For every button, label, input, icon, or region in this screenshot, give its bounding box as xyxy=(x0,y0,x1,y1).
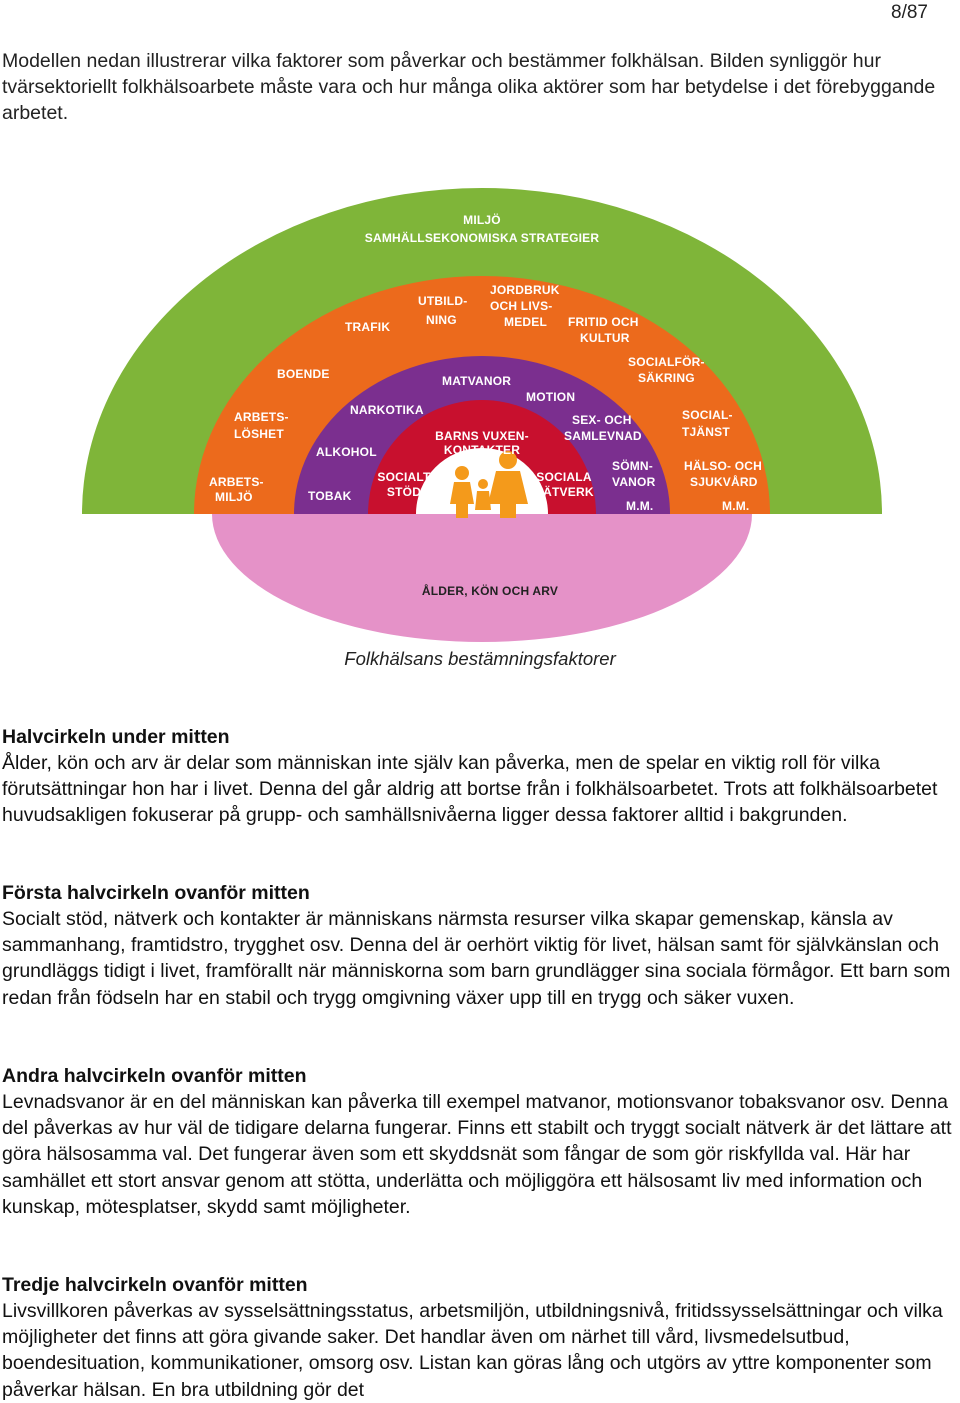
label-barns-kontakter-2: KONTAKTER xyxy=(443,443,521,457)
section-body: Socialt stöd, nätverk och kontakter är människans närmsta resurser vilka skapar gemenskap, känsla av sammanhang, framtidstro, trygghet osv. Denna del är oerhört viktig för livet, hälsan samt för självkänslan och grundläggs tidigt i livet, framförallt när människorna som barn grundlägger sina sociala förmågor. Ett barn som redan från födseln har en stabil och trygg omgivning växer upp till en trygg och säker vuxen. xyxy=(2,908,951,1009)
outer-label-2: SAMHÄLLSEKONOMISKA STRATEGIER xyxy=(364,231,600,245)
section-heading: Tredje halvcirkeln ovanför mitten xyxy=(2,1274,308,1296)
label-lifestyle-mm: M.M. xyxy=(626,499,654,513)
label-living-mm: M.M. xyxy=(722,499,750,513)
label-sex-2: SAMLEVNAD xyxy=(564,429,642,443)
section-body: Levnadsvanor är en del människan kan påverka till exempel matvanor, motionsvanor tobaksvanor osv. Denna del påverkas av hur väl de tidigare delarna fungerar. Finns ett stabilt och tryggt socialt nätverk är det lättare att göra hälsosamma val. Det fungerar även som ett skyddsnät som fångar de som gör riskfyllda val. Här har samhället ett stort ansvar genom att stötta, underlätta och möjliggöra ett hälsosamt liv med information och kunskap, mötesplatser, skydd samt möjligheter. xyxy=(2,1091,952,1218)
section-base xyxy=(2,724,960,829)
label-narkotika: NARKOTIKA xyxy=(350,403,424,417)
label-socialforsakring-2: SÄKRING xyxy=(638,371,695,385)
section-body: Ålder, kön och arv är delar som människan inte själv kan påverka, men de spelar en viktig roll för vilka förutsättningar hon har i livet. Denna del går aldrig att bortse från i folkhälsoarbetet. Trots att folkhälsoarbetet huvudsakligen fokuserar på grupp- och samhällsnivåerna ligger dessa faktorer alltid i bakgrunden. xyxy=(2,752,938,827)
label-sociala-natverk-2: NÄTVERK xyxy=(534,485,594,499)
label-socialtjanst-2: TJÄNST xyxy=(682,425,730,439)
section-heading: Andra halvcirkeln ovanför mitten xyxy=(2,1065,307,1087)
section-heading: Halvcirkeln under mitten xyxy=(2,726,230,748)
label-jordbruk-3: MEDEL xyxy=(504,315,547,329)
label-somnvanor-1: SÖMN- xyxy=(612,459,653,473)
label-fritid-2: KULTUR xyxy=(580,331,630,345)
label-socialt-stod-2: STÖD xyxy=(386,485,422,499)
label-jordbruk-1: JORDBRUK xyxy=(490,283,560,297)
section-second xyxy=(2,1063,960,1220)
label-tobak: TOBAK xyxy=(308,489,352,503)
label-somnvanor-2: VANOR xyxy=(612,475,656,489)
label-halsovard-1: HÄLSO- OCH xyxy=(684,459,762,473)
label-alkohol: ALKOHOL xyxy=(316,445,377,459)
intro-paragraph: Modellen nedan illustrerar vilka faktorer som påverkar och bestämmer folkhälsan. Bilden synliggör hur tvärsektoriellt folkhälsoarbete måste vara och hur många olika aktörer som har betydelse i det förebyggande arbetet. xyxy=(2,50,936,124)
label-fritid-1: FRITID OCH xyxy=(568,315,639,329)
section-body: Livsvillkoren påverkas av sysselsättningsstatus, arbetsmiljön, utbildningsnivå, fritidssysselsättningar och vilka möjligheter det finns att göra givande saker. Det handlar även om närhet till vård, livsmedelsutbud, boendesituation, kommunikationer, omsorg osv. Listan kan göras lång och utgörs av yttre komponenter som påverkar hälsan. En bra utbildning gör det xyxy=(2,1300,943,1401)
label-arbetsmiljo-1: ARBETS- xyxy=(209,475,264,489)
label-trafik: TRAFIK xyxy=(345,320,391,334)
base-semicircle xyxy=(212,514,752,642)
label-base: ÅLDER, KÖN OCH ARV xyxy=(421,584,559,598)
label-socialforsakring-1: SOCIALFÖR- xyxy=(628,355,705,369)
label-sex-1: SEX- OCH xyxy=(572,413,632,427)
label-utbildning-2: NING xyxy=(426,313,457,327)
label-matvanor: MATVANOR xyxy=(442,374,512,388)
page-number: 8/87 xyxy=(891,2,928,23)
label-arbetsloshet-2: LÖSHET xyxy=(234,427,284,441)
label-arbetsloshet-1: ARBETS- xyxy=(234,410,289,424)
label-arbetsmiljo-2: MILJÖ xyxy=(215,490,253,504)
outer-label-1: MILJÖ xyxy=(463,213,501,227)
label-utbildning-1: UTBILD- xyxy=(418,294,468,308)
section-heading: Första halvcirkeln ovanför mitten xyxy=(2,882,310,904)
label-socialt-stod-1: SOCIALT xyxy=(377,470,431,484)
figure-caption: Folkhälsans bestämningsfaktorer xyxy=(344,648,616,669)
health-determinants-diagram xyxy=(82,188,882,644)
section-third xyxy=(2,1272,960,1403)
label-halsovard-2: SJUKVÅRD xyxy=(690,475,758,489)
label-jordbruk-2: OCH LIVS- xyxy=(490,299,553,313)
label-motion: MOTION xyxy=(526,390,576,404)
label-socialtjanst-1: SOCIAL- xyxy=(682,408,733,422)
label-sociala-natverk-1: SOCIALA xyxy=(536,470,592,484)
label-barns-kontakter-1: BARNS VUXEN- xyxy=(435,429,529,443)
label-boende: BOENDE xyxy=(277,367,330,381)
section-first xyxy=(2,880,960,1011)
